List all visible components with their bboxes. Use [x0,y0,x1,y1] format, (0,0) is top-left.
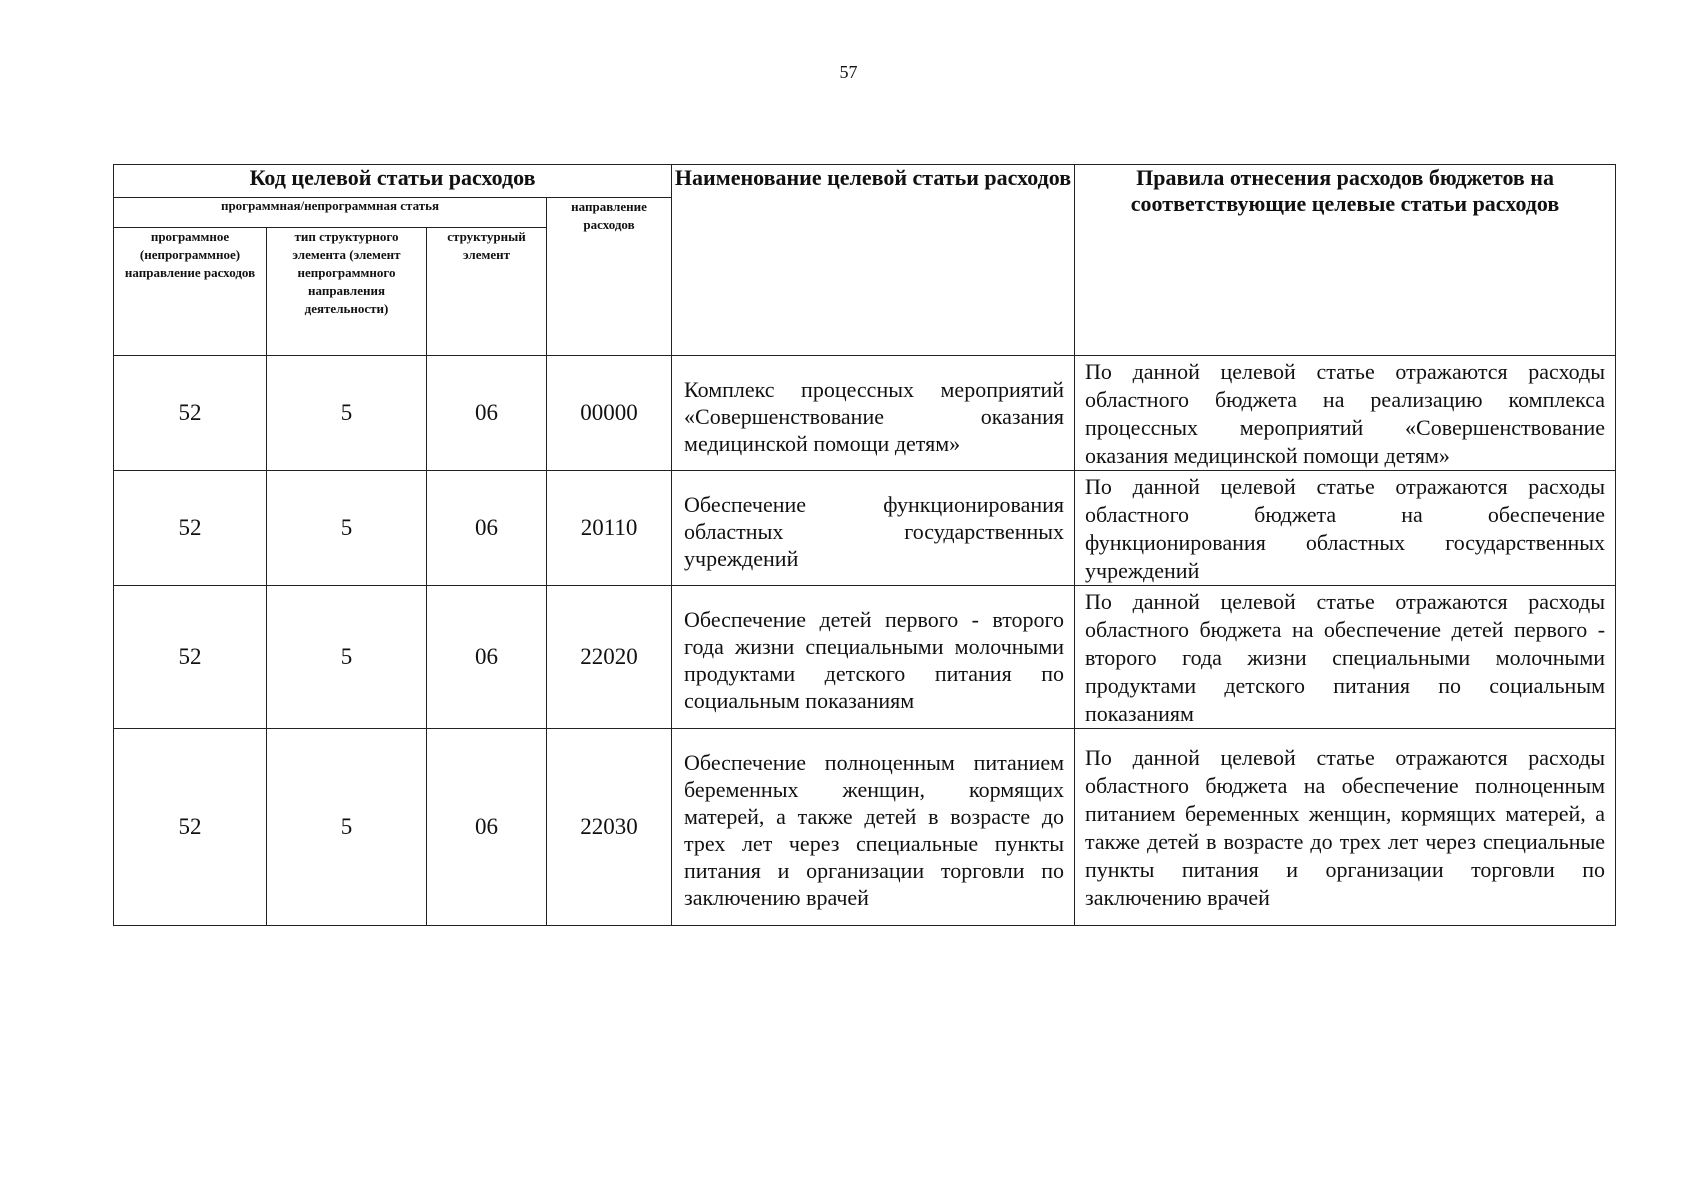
header-structural-element: структурный элемент [427,228,547,356]
cell-name: Обеспечение детей первого - второго года жизни специальными молочными продуктами детского питания по социальным показаниям [672,586,1075,729]
header-program-article: программная/непрограммная статья [114,198,547,228]
cell-direction: 22030 [547,729,672,926]
cell-direction: 00000 [547,356,672,471]
header-code-title: Код целевой статьи расходов [114,165,672,198]
cell-element: 06 [427,356,547,471]
cell-program: 52 [114,471,267,586]
cell-rule: По данной целевой статье отражаются расходы областного бюджета на обеспечение полноценным питанием беременных женщин, кормящих матерей, а также детей в возрасте до трех лет через специальные пункты питания и организации торговли по заключению врачей [1075,729,1616,926]
cell-rule: По данной целевой статье отражаются расходы областного бюджета на обеспечение функционирования областных государственных учреждений [1075,471,1616,586]
cell-type: 5 [267,586,427,729]
header-rules-title: Правила отнесения расходов бюджетов на соответствующие целевые статьи расходов [1075,165,1616,356]
cell-type: 5 [267,729,427,926]
cell-rule: По данной целевой статье отражаются расходы областного бюджета на обеспечение детей первого - второго года жизни специальными молочными продуктами детского питания по социальным показаниям [1075,586,1616,729]
cell-program: 52 [114,356,267,471]
cell-element: 06 [427,471,547,586]
cell-type: 5 [267,471,427,586]
cell-direction: 20110 [547,471,672,586]
cell-rule: По данной целевой статье отражаются расходы областного бюджета на реализацию комплекса процессных мероприятий «Совершенствование оказания медицинской помощи детям» [1075,356,1616,471]
header-structural-type: тип структурного элемента (элемент непрограммного направления деятельности) [267,228,427,356]
cell-program: 52 [114,729,267,926]
page-number: 57 [839,62,858,82]
table-row [114,356,1616,471]
cell-type: 5 [267,356,427,471]
table-row [114,471,1616,586]
cell-direction: 22020 [547,586,672,729]
cell-name: Обеспечение функционирования областных государственных учреждений [672,471,1075,586]
header-expense-direction: направление расходов [547,198,672,356]
cell-program: 52 [114,586,267,729]
cell-element: 06 [427,729,547,926]
cell-name: Комплекс процессных мероприятий «Совершенствование оказания медицинской помощи детям» [672,356,1075,471]
header-program-direction: программное (непрограммное) направление расходов [114,228,267,356]
cell-element: 06 [427,586,547,729]
table-row [114,729,1616,926]
target-articles-table [113,164,1616,926]
cell-name: Обеспечение полноценным питанием беременных женщин, кормящих матерей, а также детей в возрасте до трех лет через специальные пункты питания и организации торговли по заключению врачей [672,729,1075,926]
table-row [114,586,1616,729]
header-name-title: Наименование целевой статьи расходов [672,165,1075,356]
